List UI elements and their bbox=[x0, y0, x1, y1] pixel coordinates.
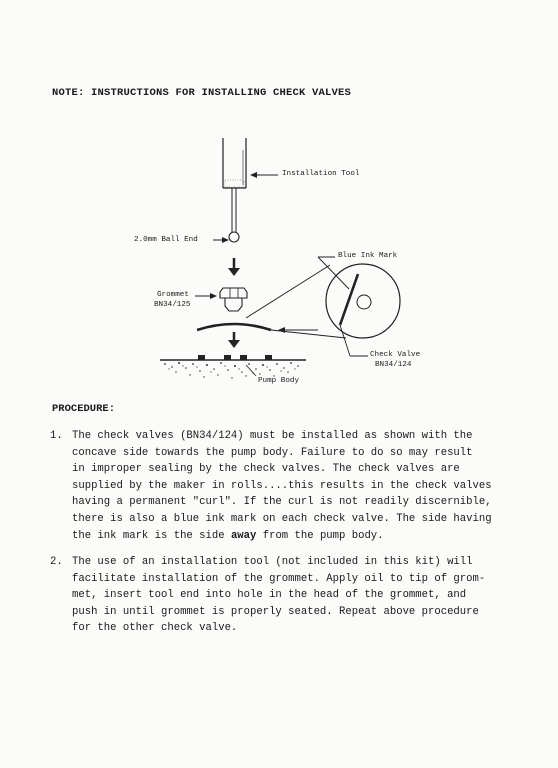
grommet-arrow bbox=[195, 293, 217, 299]
ball-end-label: 2.0mm Ball End bbox=[134, 236, 198, 244]
pump-body-leader bbox=[246, 365, 256, 376]
down-arrow-top bbox=[228, 258, 240, 276]
step-text: from the pump body. bbox=[256, 529, 384, 542]
step-number: 1. bbox=[50, 430, 63, 442]
pump-body-drawing bbox=[160, 355, 306, 379]
blue-ink-mark-leader bbox=[318, 257, 349, 289]
installation-tool-drawing bbox=[223, 138, 246, 242]
step-text: the ink mark is the side bbox=[72, 529, 231, 542]
step-line: The check valves (BN34/124) must be installed as shown with the bbox=[72, 430, 473, 442]
note-title: NOTE: INSTRUCTIONS FOR INSTALLING CHECK VALVES bbox=[52, 87, 352, 99]
step-line: facilitate installation of the grommet. Apply oil to tip of grom- bbox=[72, 572, 486, 585]
step-line: push in until grommet is properly seated. Repeat above procedure bbox=[72, 605, 479, 618]
ball-end-arrow bbox=[213, 237, 229, 243]
check-valve-label: Check Valve bbox=[370, 351, 421, 359]
blue-ink-mark-label: Blue Ink Mark bbox=[338, 252, 398, 260]
check-valve-leader bbox=[340, 325, 368, 356]
grommet-label: Grommet bbox=[157, 291, 189, 299]
check-valve-curve bbox=[197, 324, 271, 330]
procedure-heading: PROCEDURE: bbox=[52, 403, 116, 415]
check-valve-pointer-arrow bbox=[278, 327, 318, 333]
step-line: there is also a blue ink mark on each check valve. The side having bbox=[72, 513, 492, 525]
magnified-check-valve-view bbox=[326, 264, 400, 338]
step-line: concave side towards the pump body. Failure to do so may result bbox=[72, 446, 473, 459]
step-line: The use of an installation tool (not included in this kit) will bbox=[72, 556, 473, 568]
grommet-drawing bbox=[220, 288, 247, 311]
installation-tool-arrow bbox=[250, 172, 278, 178]
step-last-line bbox=[72, 528, 384, 545]
step-line: in improper sealing by the check valves. The check valves are bbox=[72, 463, 460, 476]
step-line: met, insert tool end into hole in the head of the grommet, and bbox=[72, 589, 467, 602]
step-number: 2. bbox=[50, 556, 63, 568]
installation-tool-label: Installation Tool bbox=[282, 170, 360, 178]
emphasis-away: away bbox=[230, 529, 257, 542]
check-valve-part-label: BN34/124 bbox=[375, 361, 412, 369]
grommet-part-label: BN34/125 bbox=[154, 301, 191, 309]
down-arrow-bottom bbox=[228, 332, 240, 348]
leader-line-lower bbox=[271, 330, 346, 338]
step-line: supplied by the maker in rolls....this results in the check valves bbox=[72, 479, 492, 492]
pump-body-label: Pump Body bbox=[258, 377, 300, 385]
leader-line-upper bbox=[246, 265, 330, 318]
step-line: for the other check valve. bbox=[72, 622, 238, 635]
step-line: having a permanent "curl". If the curl is not readily discernible, bbox=[72, 496, 492, 509]
